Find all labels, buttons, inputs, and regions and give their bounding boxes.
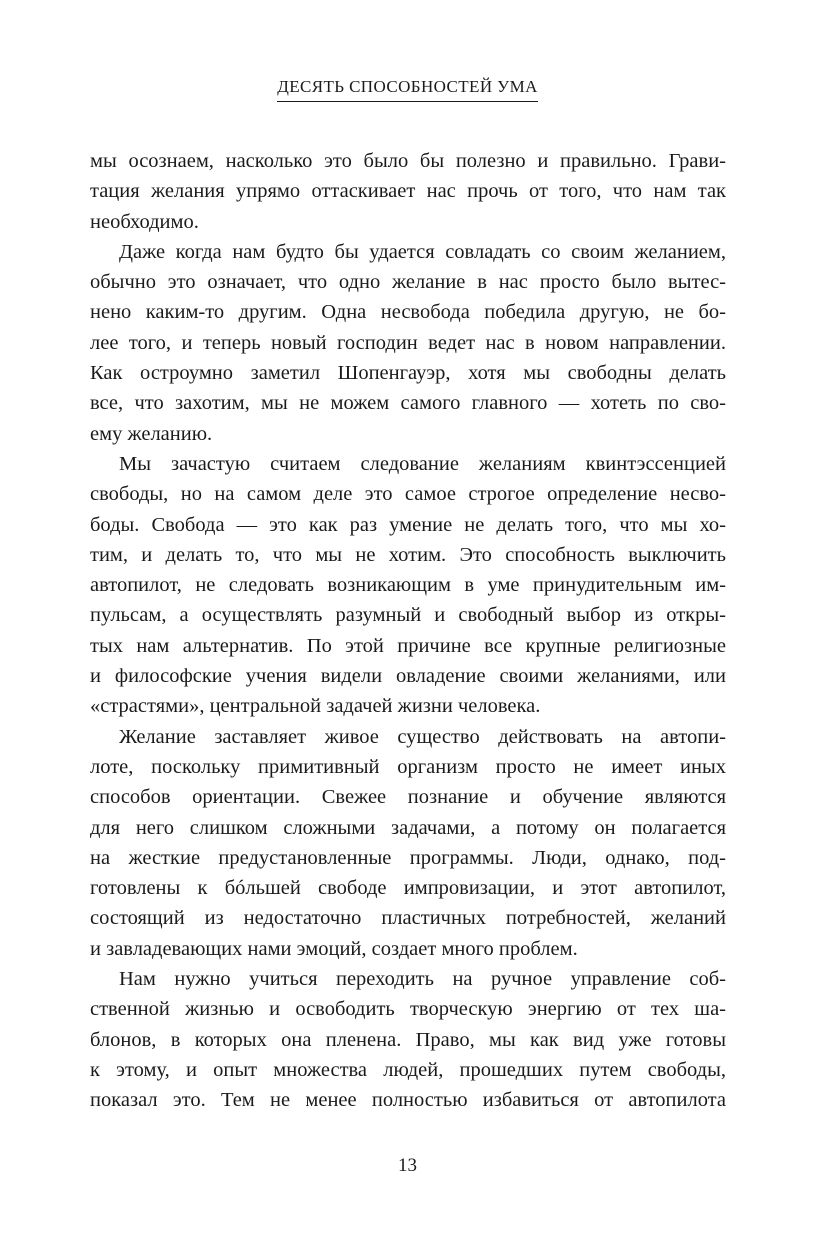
paragraph (90, 146, 726, 237)
text-line: ственной жизнью и освободить творческую энергию от тех ша- (90, 998, 726, 1021)
text-line: все, что захотим, мы не можем самого главного — хотеть по сво- (90, 392, 726, 415)
text-line: свободы, но на самом деле это самое строгое определение несво- (90, 483, 726, 506)
text-line: ему желанию. (90, 422, 213, 445)
text-line: тых нам альтернатив. По этой причине все крупные религиозные (90, 634, 726, 657)
text-line: способов ориентации. Свежее познание и обучение являются (90, 786, 726, 809)
text-line: «страстями», центральной задачей жизни человека. (90, 695, 541, 718)
text-line: лее того, и теперь новый господин ведет нас в новом направлении. (90, 331, 726, 354)
text-line: Как остроумно заметил Шопенгауэр, хотя мы свободны делать (90, 362, 726, 385)
text-line: необходимо. (90, 210, 199, 233)
running-title: ДЕСЯТЬ СПОСОБНОСТЕЙ УМА (277, 76, 538, 102)
text-line: тим, и делать то, что мы не хотим. Это способность выключить (90, 543, 726, 566)
paragraph (90, 964, 726, 1115)
text-line: к этому, и опыт множества людей, прошедших путем свободы, (90, 1058, 726, 1081)
text-line: и завладевающих нами эмоций, создает много проблем. (90, 937, 578, 960)
text-line: для него слишком сложными задачами, а потому он полагается (90, 816, 726, 839)
text-line: Мы зачастую считаем следование желаниям квинтэссенцией (119, 452, 726, 475)
text-line: и философские учения видели овладение своими желаниями, или (90, 665, 726, 688)
text-line: готовлены к бóльшей свободе импровизации, и этот автопилот, (90, 877, 726, 900)
page-number: 13 (398, 1155, 417, 1176)
text-line: Даже когда нам будто бы удается совладать со своим желанием, (119, 240, 726, 263)
text-line: нено каким-то другим. Одна несвобода победила другую, не бо- (90, 301, 726, 324)
text-line: на жесткие предустановленные программы. Люди, однако, под- (90, 846, 726, 869)
text-line: лоте, поскольку примитивный организм просто не имеет иных (90, 755, 726, 778)
text-line: обычно это означает, что одно желание в нас просто было вытес- (90, 271, 726, 294)
text-line: боды. Свобода — это как раз умение не делать того, что мы хо- (90, 513, 726, 536)
running-header (0, 76, 815, 102)
text-line: блонов, в которых она пленена. Право, мы как вид уже готовы (90, 1028, 726, 1051)
paragraph (90, 722, 726, 964)
text-line: мы осознаем, насколько это было бы полезно и правильно. Грави- (90, 150, 726, 172)
text-line: показал это. Тем не менее полностью избавиться от автопилота (90, 1089, 726, 1112)
text-line: автопилот, не следовать возникающим в уме принудительным им- (90, 574, 726, 597)
text-line: состоящий из недостаточно пластичных потребностей, желаний (90, 907, 726, 930)
text-line: тация желания упрямо оттаскивает нас прочь от того, что нам так (90, 180, 726, 203)
body-text (90, 146, 726, 1116)
text-line: Желание заставляет живое существо действовать на автопи- (119, 725, 726, 748)
text-line: пульсам, а осуществлять разумный и свободный выбор из откры- (90, 604, 726, 627)
text-line: Нам нужно учиться переходить на ручное управление соб- (119, 968, 726, 991)
paragraph (90, 237, 726, 449)
paragraph (90, 449, 726, 722)
